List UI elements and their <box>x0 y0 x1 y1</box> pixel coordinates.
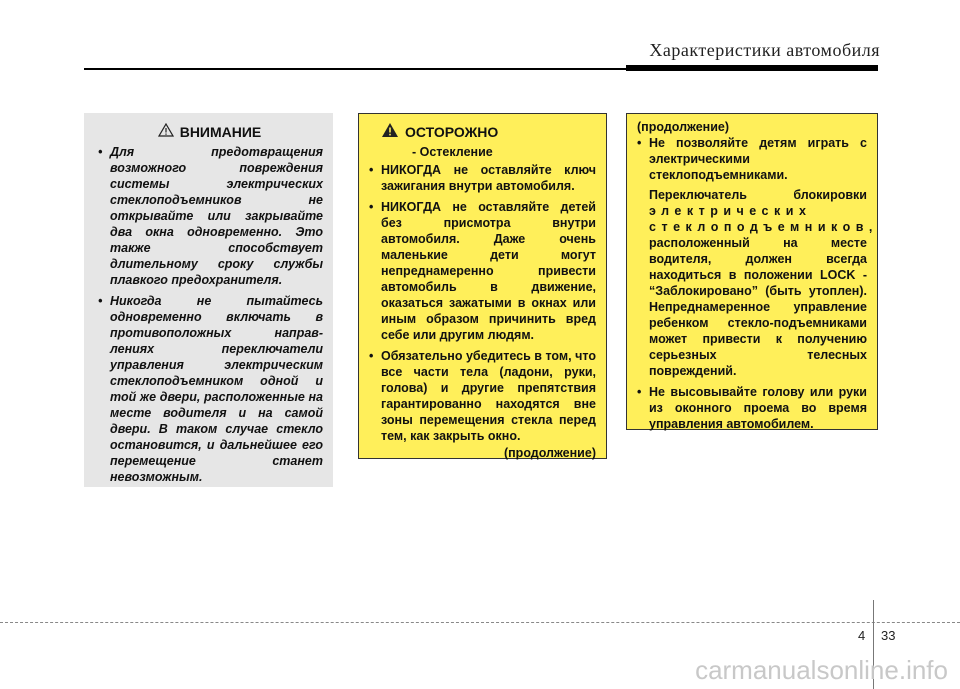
caution-box <box>358 113 607 459</box>
page-header-title: Характеристики автомобиля <box>649 40 880 60</box>
header-band <box>626 65 878 71</box>
continued-item-text: Не позволяйте детям играть с электрическими стеклоподъемниками. <box>649 136 867 182</box>
caution-title: ОСТОРОЖНО <box>405 123 499 140</box>
notice-box <box>84 113 333 487</box>
continued-item: • Не высовывайте голову или руки из оконного проема во время управления автомобилем. <box>635 384 867 432</box>
continued-note: (продолжение) <box>503 446 596 460</box>
continued-item-text: Переключатель блокировки <box>649 188 867 202</box>
continued-item <box>635 135 878 379</box>
notice-item: • Для предотвращения возможного повреждения системы электрических стеклоподъемников не открывайте или закрывайте два окна одновременно. Это также способствует длительному сроку службы плавкого предохранителя. <box>96 144 323 288</box>
continued-item-text: расположенный на месте водителя, должен всегда находиться в положении LOCK - “Заблокировано” (быть утоплен). Непреднамеренное управление ребенком стекло-подъемниками может привести к получению серьезных телесных повреждений. <box>649 236 867 378</box>
caution-item: • Обязательно убедитесь в том, что все части тела (ладони, руки, голова) и другие препятствия гарантированно находятся вне зоны перемещения стекла перед тем, как закрыть окно. <box>367 348 596 444</box>
caution-triangle-icon <box>381 122 399 141</box>
continued-box <box>626 113 878 430</box>
continued-label: (продолжение) <box>637 120 730 134</box>
continued-item-paragraph <box>649 187 878 379</box>
continued-item-text-spread: электрических стеклоподъемников, <box>649 204 878 234</box>
caution-heading <box>381 122 596 141</box>
notice-title: ВНИМАНИЕ <box>179 123 262 140</box>
notice-item: • Никогда не пытайтесь одновременно включать в противоположных направ-лениях переключатели управления электрическим стеклоподъемником одной и той же двери, расположенные на месте водителя и на самой двери. В таком случае стекло остановится, и дальнейшее его перемещение станет невозможным. <box>96 293 323 485</box>
page-number: 33 <box>881 628 896 643</box>
warning-triangle-icon <box>158 123 174 140</box>
notice-heading <box>96 123 323 140</box>
footer-rule <box>0 622 960 623</box>
chapter-number: 4 <box>858 628 866 643</box>
caution-item: • НИКОГДА не оставляйте детей без присмотра внутри автомобиля. Даже очень маленькие дети могут непреднамеренно привести автомобиль в движение, оказаться зажатыми в окнах или иным образом причинить вред себе или другим людям. <box>367 199 596 343</box>
watermark: carmanualsonline.info <box>695 655 948 685</box>
header-rule <box>84 68 626 70</box>
caution-subtitle: - Остекление <box>412 145 493 159</box>
caution-item: • НИКОГДА не оставляйте ключ зажигания внутри автомобиля. <box>367 162 596 194</box>
